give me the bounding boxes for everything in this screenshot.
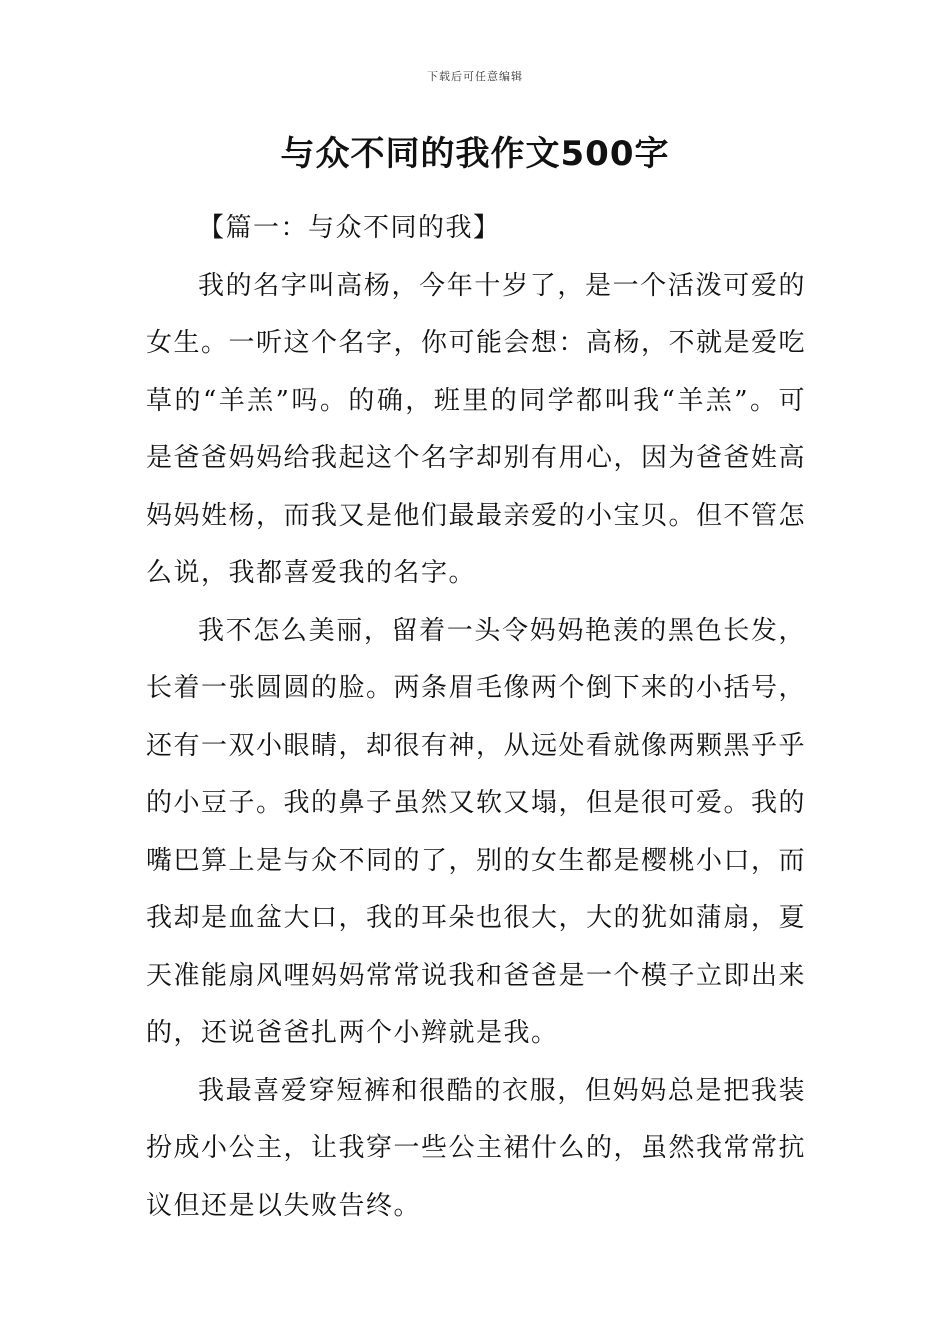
paragraph-3: 我最喜爱穿短裤和很酷的衣服，但妈妈总是把我装扮成小公主，让我穿一些公主裙什么的，虽然我常常抗议但还是以失败告终。	[146, 1075, 807, 1221]
document-title: 与众不同的我作文500字	[280, 134, 670, 174]
article-body	[146, 200, 806, 1235]
paragraph-1: 我的名字叫高杨，今年十岁了，是一个活泼可爱的女生。一听这个名字，你可能会想：高杨，不就是爱吃草的“羊羔”吗。的确，班里的同学都叫我“羊羔”。可是爸爸妈妈给我起这个名字却别有用心，因为爸爸姓高妈妈姓杨，而我又是他们最最亲爱的小宝贝。但不管怎么说，我都喜爱我的名字。	[146, 270, 807, 588]
header-note: 下载后可任意编辑	[427, 70, 523, 83]
section-heading: 【篇一：与众不同的我】	[198, 213, 501, 243]
paragraph-2: 我不怎么美丽，留着一头令妈妈艳羡的黑色长发，长着一张圆圆的脸。两条眉毛像两个倒下来的小括号，还有一双小眼睛，却很有神，从远处看就像两颗黑乎乎的小豆子。我的鼻子虽然又软又塌，但是很可爱。我的嘴巴算上是与众不同的了，别的女生都是樱桃小口，而我却是血盆大口，我的耳朵也很大，大的犹如蒲扇，夏天准能扇风哩妈妈常常说我和爸爸是一个模子立即出来的，还说爸爸扎两个小辫就是我。	[146, 615, 807, 1048]
